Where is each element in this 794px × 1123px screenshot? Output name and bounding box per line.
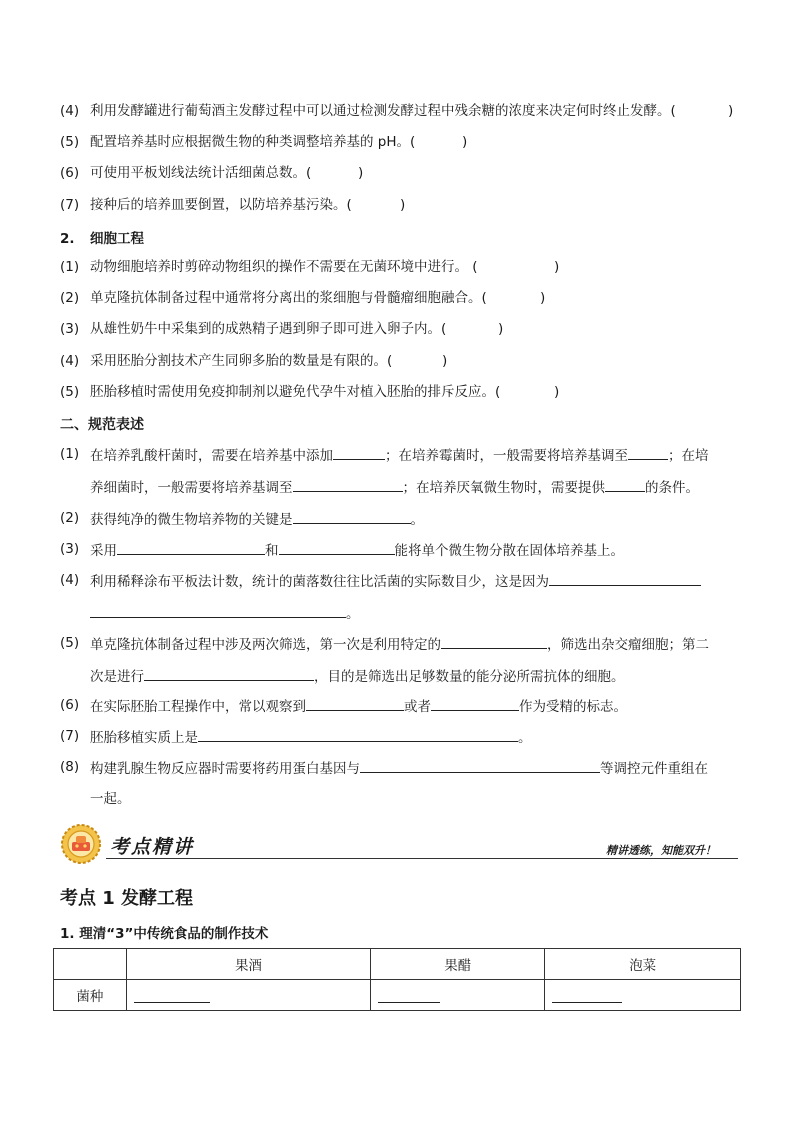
- section-banner: [58, 822, 738, 866]
- answer-blank[interactable]: [293, 509, 411, 524]
- fill-item: (4) 利用稀释涂布平板法计数，统计的菌落数往往比活菌的实际数目少，这是因为 。: [60, 571, 740, 621]
- table-row: 菌种: [54, 980, 741, 1011]
- kp1-subtitle: 1. 理清“3”中传统食品的制作技术: [60, 926, 269, 942]
- answer-blank[interactable]: [198, 727, 518, 742]
- answer-blank[interactable]: [333, 445, 385, 460]
- answer-blank[interactable]: [90, 603, 346, 618]
- answer-blank[interactable]: [441, 634, 547, 649]
- banner-title: 考点精讲: [110, 836, 195, 858]
- part-title: 二、规范表述: [60, 417, 144, 433]
- fill-item: (1) 在培养乳酸杆菌时，需要在培养基中添加 ；在培养霉菌时，一般需要将培养基调至 ；在培 养细菌时，一般需要将培养基调至 ；在培养厌氧微生物时，需要提供 的条件。: [60, 446, 709, 496]
- table-header-row: 果酒 果醋 泡菜: [54, 949, 741, 980]
- medal-icon: [58, 822, 104, 866]
- answer-blank[interactable]: [628, 445, 668, 460]
- answer-blank[interactable]: [549, 571, 701, 586]
- banner-slogan: 精讲透练，知能双升！: [606, 844, 716, 857]
- answer-blank[interactable]: [117, 540, 265, 555]
- answer-blank[interactable]: [279, 540, 395, 555]
- worksheet-page: (4) 利用发酵罐进行葡萄酒主发酵过程中可以通过检测发酵过程中残余糖的浓度来决定何时终止发酵。( ) (5) 配置培养基时应根据微生物的种类调整培养基的 pH。( ) (6) 可使用平板划线法统计活细菌总数。( ) (7) 接种后的培养皿要倒置，以防培养基污染。( ) 2. 细胞工程 (1) 动物细胞培养时剪碎动物组织的操作不需要在无菌环境中进行。 ( ) (2) 单克隆抗体制备过程中通常将分离出的浆细胞与骨髓瘤细胞融合。( ) (3) 从雄性奶牛中采集到的成熟精子遇到卵子即可进入卵子内。( ) (4) 采用胚胎分割技术产生同卵多胎的数量是有限的。( ) (5) 胚胎移植时需使用免疫抑制剂以避免代孕牛对植入胚胎的排斥反应。( ) 二、规范表述 (1) 在培养乳酸杆菌时，需要在培养基中添加 ；在培养霉菌时，一般需要将培养基调至 ；在培 养细菌时，一般需要将培养基调至 ；在培养厌氧微生物时，需要提供 的条件。 (2) 获得纯净的微生物培养物的关键是 。 (3) 采用 和 能将单个微生物分散在固体培养基上。 (4) 利用稀释涂布平板法计数，统计的菌落数往往比活菌的实际数目少，这是因为 。 (5) 单克隆抗体制备过程中涉及两次筛选，第一次是利用特定的 ，筛选出杂交瘤细胞；第二 次是进行 ，目的是筛选出足够数量的能分泌所需抗体的细胞。 (6) 在实际胚胎工程操作中，常以观察到 或者 作为受精的标志。 (7) 胚胎移植实质上是 。 (8) 构建乳腺生物反应器时需要将药用蛋白基因与 等调控元件重组在 一起。 考点精讲 精讲透练，知能双升！ 考点 1 发酵工程 1. 理清“3”中传统食品的制作技术 果酒 果醋 泡菜 菌种: [0, 0, 794, 1123]
- answer-blank[interactable]: [360, 758, 600, 773]
- fill-item: (8) 构建乳腺生物反应器时需要将药用蛋白基因与 等调控元件重组在 一起。: [60, 759, 708, 807]
- answer-blank[interactable]: [431, 696, 519, 711]
- answer-blank[interactable]: [134, 988, 210, 1003]
- techniques-table: [53, 948, 741, 1011]
- answer-blank[interactable]: [144, 666, 314, 681]
- answer-blank[interactable]: [605, 477, 645, 492]
- answer-blank[interactable]: [552, 988, 622, 1003]
- answer-blank[interactable]: [378, 988, 440, 1003]
- section-heading: 2. 细胞工程: [60, 231, 144, 247]
- banner-rule: [106, 858, 738, 859]
- answer-blank[interactable]: [293, 477, 403, 492]
- answer-blank[interactable]: [306, 696, 404, 711]
- fill-item: (5) 单克隆抗体制备过程中涉及两次筛选，第一次是利用特定的 ，筛选出杂交瘤细胞；第二 次是进行 ，目的是筛选出足够数量的能分泌所需抗体的细胞。: [60, 635, 709, 685]
- kp1-title: 考点 1 发酵工程: [60, 888, 194, 909]
